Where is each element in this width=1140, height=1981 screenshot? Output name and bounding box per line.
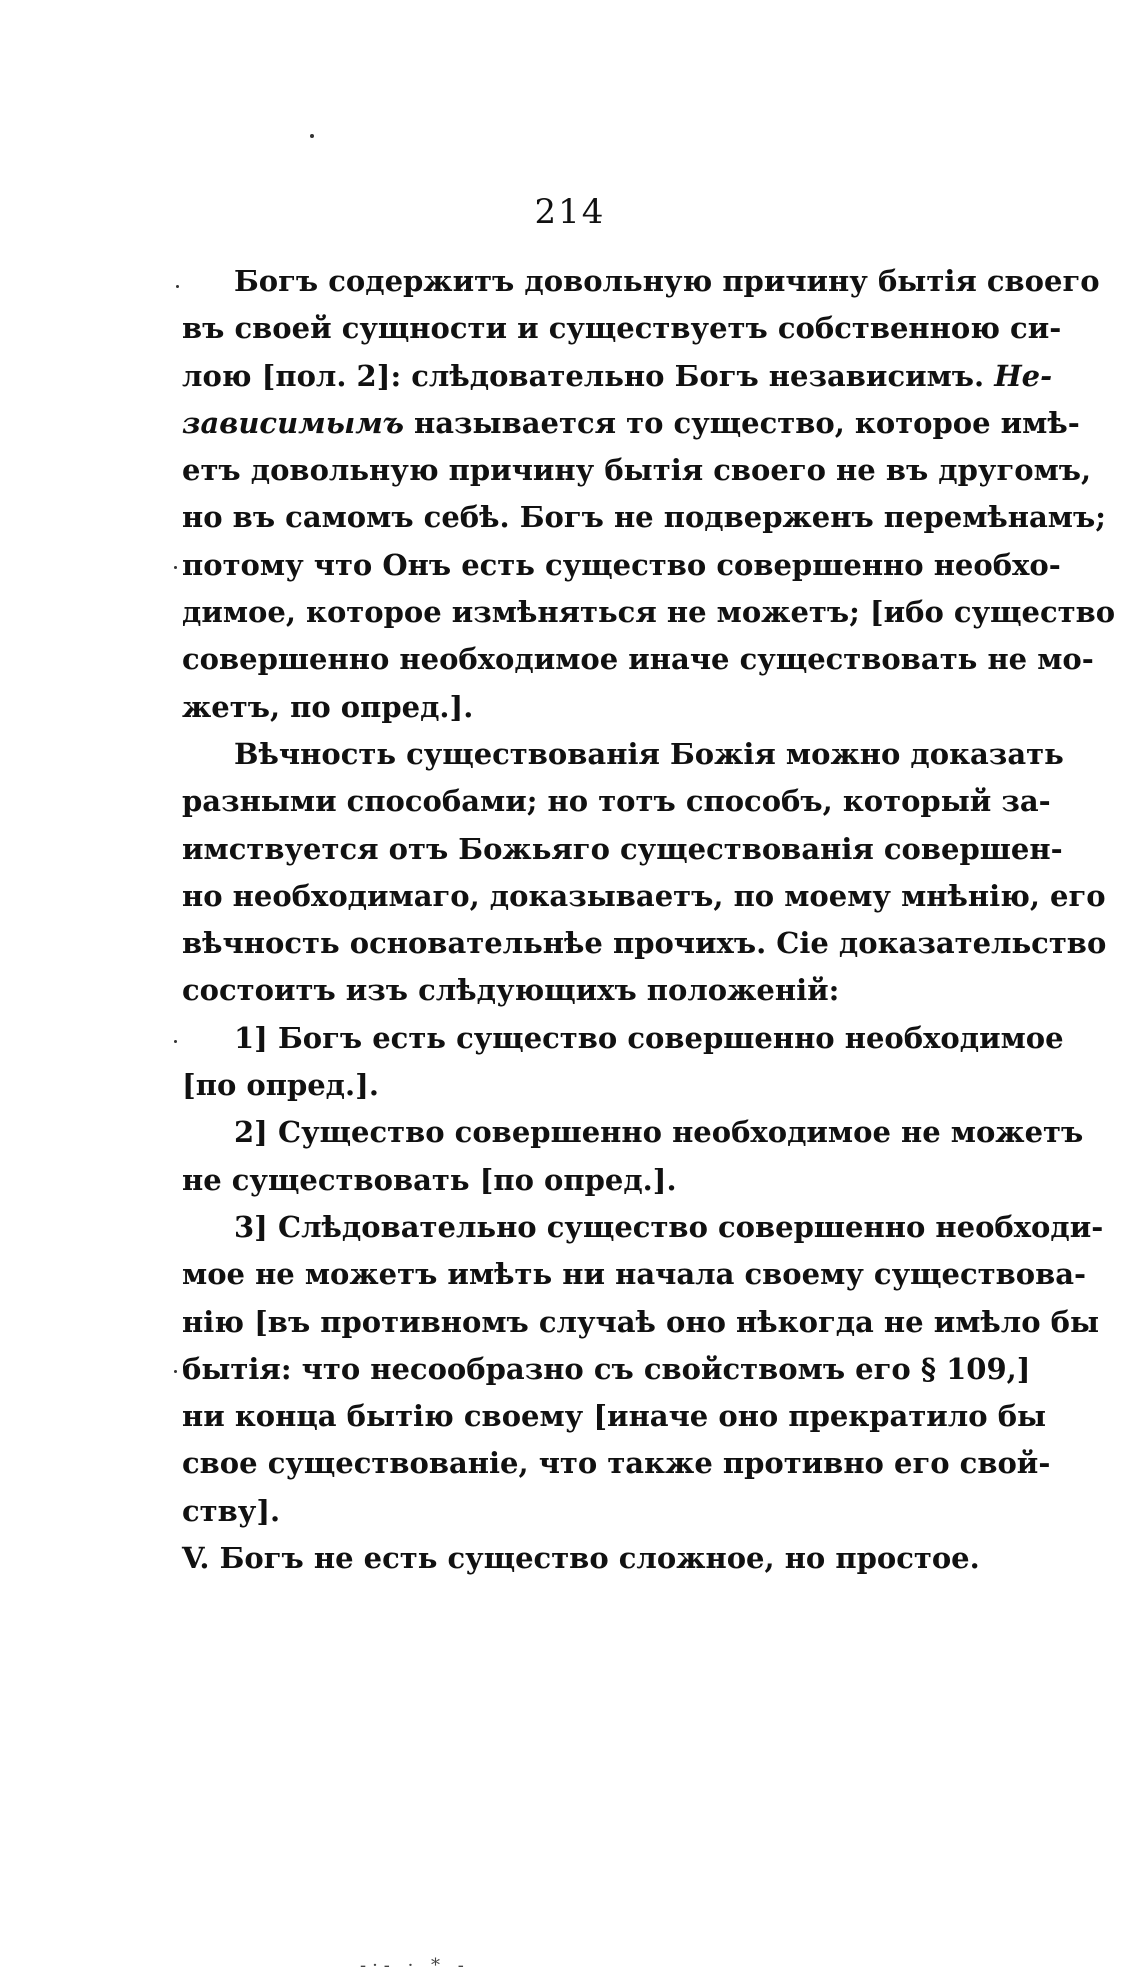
paragraph-1-line: димое, которое измѣняться не можетъ; [ибо существо (182, 595, 1116, 630)
paragraph-2-line: состоитъ изъ слѣдующихъ положеній: (182, 973, 840, 1008)
print-speck (174, 566, 177, 569)
point-2-line: не существовать [по опред.]. (182, 1162, 677, 1197)
paragraph-1-line (182, 400, 1080, 447)
line-text: лою [пол. 2]: слѣдовательно Богъ независимъ. (182, 358, 985, 393)
point-3-line: ни конца бытію своему [иначе оно прекратило бы (182, 1399, 1047, 1434)
point-3-line: нію [въ противномъ случаѣ оно нѣкогда не имѣло бы (182, 1304, 1100, 1339)
italic-term: зависимымъ (182, 405, 404, 440)
footer-print-marks: -·- · * - (360, 1955, 470, 1976)
point-3-line: ству]. (182, 1493, 281, 1528)
point-3-line: свое существованіе, что также противно его свой- (182, 1446, 1051, 1481)
body-text (182, 258, 1116, 1582)
paragraph-1-line: совершенно необходимое иначе существовать не мо- (182, 642, 1094, 677)
point-3-line: бытія: что несообразно съ свойствомъ его § 109,] (182, 1351, 1031, 1386)
paragraph-2-line: Вѣчность существованія Божія можно доказать (234, 736, 1064, 771)
print-speck (174, 1040, 177, 1043)
print-speck (176, 285, 179, 288)
paragraph-1-line: но въ самомъ себѣ. Богъ не подверженъ перемѣнамъ; (182, 500, 1106, 535)
paragraph-1-line: Богъ содержитъ довольную причину бытія своего (234, 264, 1100, 298)
point-3-line: 3] Слѣдовательно существо совершенно необходи- (234, 1209, 1104, 1244)
paragraph-1-line: въ своей сущности и существуетъ собственною си- (182, 311, 1062, 346)
italic-term: Не- (994, 358, 1053, 393)
paragraph-2-line: но необходимаго, доказываетъ, по моему мнѣнію, его (182, 878, 1106, 913)
print-speck (310, 134, 314, 138)
paragraph-2-line: имствуется отъ Божьяго существованія совершен- (182, 831, 1063, 866)
print-speck (174, 1370, 177, 1373)
point-1-line: 1] Богъ есть существо совершенно необходимое (234, 1020, 1064, 1055)
point-1-line: [по опред.]. (182, 1068, 379, 1103)
paragraph-1-line: етъ довольную причину бытія своего не въ другомъ, (182, 453, 1092, 488)
point-2-line: 2] Существо совершенно необходимое не можетъ (234, 1115, 1084, 1150)
section-v-heading: V. Богъ не есть существо сложное, но простое. (182, 1541, 980, 1576)
paragraph-1-line (182, 353, 1053, 400)
page-number: 214 (534, 192, 606, 232)
point-3-line: мое не можетъ имѣть ни начала своему существова- (182, 1257, 1087, 1292)
paragraph-2-line: разными способами; но тотъ способъ, который за- (182, 784, 1051, 819)
paragraph-1-line: жетъ, по опред.]. (182, 689, 474, 724)
line-text: называется то существо, которое имѣ- (403, 405, 1080, 440)
paragraph-1-line: потому что Онъ есть существо совершенно необхо- (182, 547, 1061, 582)
paragraph-2-line: вѣчность основательнѣе прочихъ. Сіе доказательство (182, 926, 1107, 961)
